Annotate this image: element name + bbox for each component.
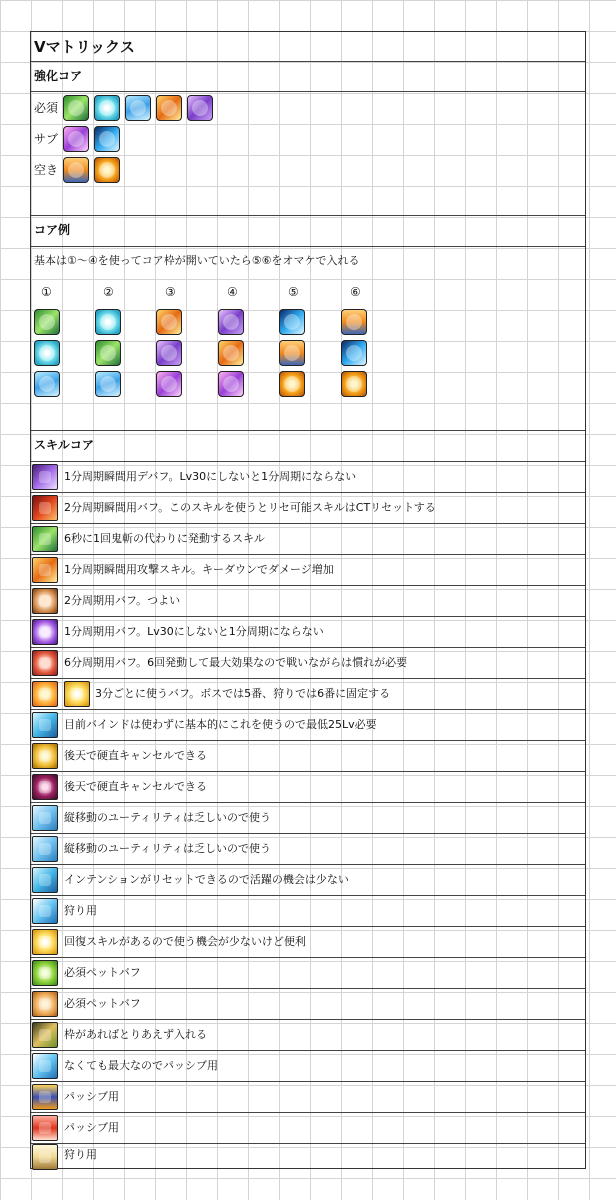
- skill-description: 後天で硬直キャンセルできる: [64, 780, 207, 793]
- orange-cat-icon: [279, 340, 305, 366]
- skill-description: パッシブ用: [64, 1121, 119, 1134]
- skill-description: なくても最大なのでパッシブ用: [64, 1059, 218, 1072]
- orange-cat-icon: [63, 157, 89, 183]
- skill-description: 縦移動のユーティリティは乏しいので使う: [64, 842, 272, 855]
- face-icon: [32, 588, 58, 614]
- pink-slash-icon: [156, 371, 182, 397]
- skill-description: 狩り用: [64, 904, 97, 917]
- sun-icon: [64, 681, 90, 707]
- green-burst-icon: [32, 526, 58, 552]
- skill-description: 必須ペットバフ: [64, 966, 141, 979]
- purple-wave-icon: [218, 309, 244, 335]
- blue-wave-icon: [125, 95, 151, 121]
- enhance-row-label: 必須: [34, 101, 59, 115]
- skill-core-heading: スキルコア: [34, 438, 94, 452]
- column-number: ⑥: [350, 285, 361, 299]
- yellow-heal-icon: [32, 929, 58, 955]
- enhance-core-heading: 強化コア: [34, 69, 83, 83]
- person-icon: [32, 805, 58, 831]
- orange-burst-icon: [32, 557, 58, 583]
- enhance-row-label: 空き: [34, 163, 59, 177]
- orange-flame-icon: [94, 157, 120, 183]
- orange-slash-icon: [218, 340, 244, 366]
- cyan-orb-icon: [94, 95, 120, 121]
- skill-description: 1分周期用バフ。Lv30にしないと1分周期にならない: [64, 625, 324, 638]
- green-swirl-icon: [63, 95, 89, 121]
- column-number: ⑤: [288, 285, 299, 299]
- skill-description: 枠があればとりあえず入れる: [64, 1028, 207, 1041]
- red-face-icon: [32, 650, 58, 676]
- cyan-orb-icon: [34, 340, 60, 366]
- eye-emblem-icon: [32, 774, 58, 800]
- skill-description: 回復スキルがあるので使う機会が少ないけど便利: [64, 935, 306, 948]
- skill-description: 1分周期瞬間用攻撃スキル。キーダウンでダメージ増加: [64, 563, 334, 576]
- core-example-note: 基本は①～④を使ってコア枠が開いていたら⑤⑥をオマケで入れる: [34, 254, 360, 267]
- gold-emblem-icon: [32, 743, 58, 769]
- enhance-row-label: サブ: [34, 132, 59, 146]
- skill-description: 6分周期用バフ。6回発動して最大効果なので戦いながらは慣れが必要: [64, 656, 408, 669]
- blue-wave-icon: [34, 371, 60, 397]
- purple-wave-icon: [187, 95, 213, 121]
- skill-description: 目前バインドは使わずに基本的にこれを使うので最低25Lv必要: [64, 718, 377, 731]
- angel-icon: [32, 1144, 58, 1170]
- skill-description: 3分ごとに使うバフ。ボスでは5番、狩りでは6番に固定する: [95, 687, 391, 700]
- pet-green-icon: [32, 960, 58, 986]
- mech-icon: [32, 1084, 58, 1110]
- skill-description: 縦移動のユーティリティは乏しいので使う: [64, 811, 272, 824]
- cyan-orb-icon: [95, 309, 121, 335]
- column-number: ①: [41, 285, 52, 299]
- skill-description: 後天で硬直キャンセルできる: [64, 749, 207, 762]
- blue-figure-icon: [32, 867, 58, 893]
- orange-cat-icon: [341, 309, 367, 335]
- skill-description: 狩り用: [64, 1148, 97, 1161]
- blue-target-icon: [32, 712, 58, 738]
- orange-slash-icon: [156, 95, 182, 121]
- column-number: ④: [227, 285, 238, 299]
- skill-description: 必須ペットバフ: [64, 997, 141, 1010]
- pink-slash-icon: [63, 126, 89, 152]
- skill-description: インテンションがリセットできるので活躍の機会は少ない: [64, 873, 349, 886]
- skill-description: 1分周期瞬間用デバフ。Lv30にしないと1分周期にならない: [64, 470, 357, 483]
- pet-orange-icon: [32, 991, 58, 1017]
- crab-icon: [32, 1115, 58, 1141]
- skill-description: 6秒に1回鬼斬の代わりに発動するスキル: [64, 532, 265, 545]
- matrix-sheet: [30, 31, 586, 1169]
- divider: [31, 895, 585, 896]
- blue-wave-icon: [95, 371, 121, 397]
- jump-icon: [32, 836, 58, 862]
- core-example-heading: コア例: [34, 223, 71, 237]
- orange-flame-icon: [341, 371, 367, 397]
- purple-sigil-icon: [32, 464, 58, 490]
- orange-slash-icon: [156, 309, 182, 335]
- blue-storm-icon: [94, 126, 120, 152]
- divider: [31, 91, 585, 92]
- blue-storm-icon: [279, 309, 305, 335]
- column-number: ②: [103, 285, 114, 299]
- sheet-title: Vマトリックス: [34, 38, 135, 56]
- blue-storm-icon: [341, 340, 367, 366]
- slash-icon: [32, 898, 58, 924]
- wolf-icon: [32, 1022, 58, 1048]
- orange-flame-icon: [279, 371, 305, 397]
- column-number: ③: [165, 285, 176, 299]
- red-sigil-icon: [32, 495, 58, 521]
- skill-description: 2分周期用バフ。つよい: [64, 594, 181, 607]
- divider: [31, 1143, 585, 1144]
- skill-description: パッシブ用: [64, 1090, 119, 1103]
- pink-slash-icon: [218, 371, 244, 397]
- green-swirl-icon: [95, 340, 121, 366]
- blue-flash-icon: [32, 1053, 58, 1079]
- skull-icon: [32, 619, 58, 645]
- skill-description: 2分周期瞬間用バフ。このスキルを使うとリセ可能スキルはCTリセットする: [64, 501, 436, 514]
- green-swirl-icon: [34, 309, 60, 335]
- purple-wave-icon: [156, 340, 182, 366]
- fire-figure-icon: [32, 681, 58, 707]
